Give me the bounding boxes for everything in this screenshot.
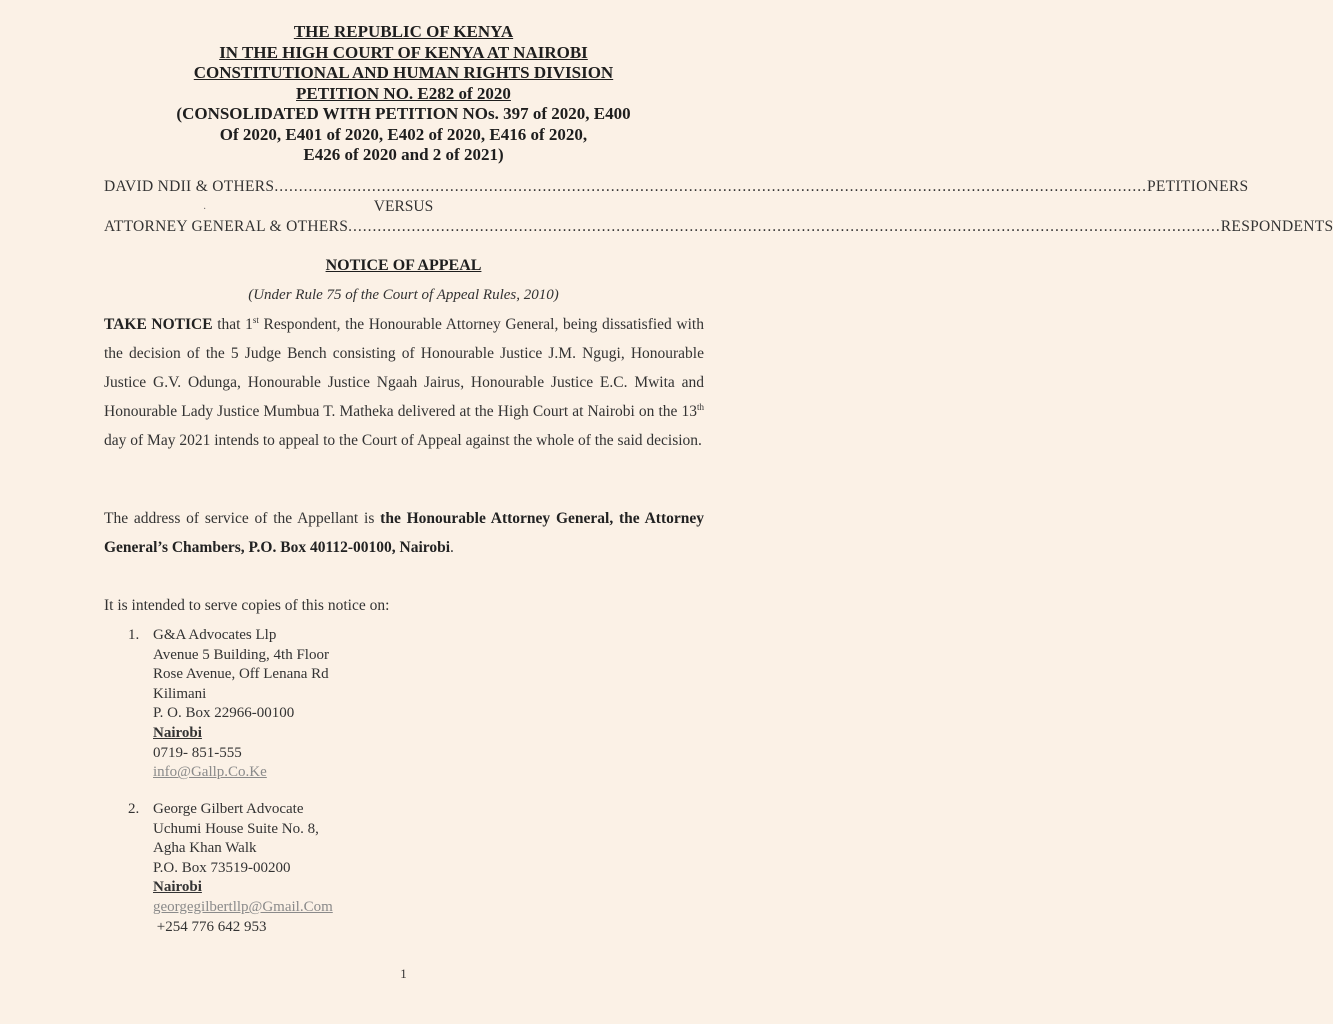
versus-label: VERSUS — [373, 198, 434, 215]
recipient-number: 2. — [128, 801, 140, 817]
heading-line-republic: THE REPUBLIC OF KENYA — [293, 22, 514, 41]
recipient-line: George Gilbert Advocate — [153, 801, 304, 817]
heading-line-consolidated-2: Of 2020, E401 of 2020, E402 of 2020, E416 of 2020, — [219, 124, 588, 144]
paragraph-text: Respondent, the Honourable Attorney General, being dissatisfied with the decision of the 5 Judge Bench consisting of Honourable Justice J.M. Ngugi, Honourable Justice G.V. Odunga, Honourable Justice Ngaah Jairus, Honourable Justice E.C. Mwita and Honourable Lady Justice Mumbua T. Matheka delivered at the High Court at Nairobi on the 13 — [104, 316, 704, 420]
service-intro: It is intended to serve copies of this notice on: — [104, 597, 390, 614]
recipient-line: Rose Avenue, Off Lenana Rd — [153, 666, 329, 683]
ordinal-suffix: th — [696, 401, 704, 412]
recipient-phone: 0719- 851-555 — [153, 744, 242, 761]
recipient-line: P.O. Box 73519-00200 — [153, 859, 291, 876]
heading-line-court: IN THE HIGH COURT OF KENYA AT NAIROBI — [219, 42, 588, 62]
paragraph-text: that 1 — [212, 316, 253, 333]
recipient-email-link[interactable]: georgegilbertllp@Gmail.Com — [153, 898, 333, 915]
recipient-email-link[interactable]: info@Gallp.Co.Ke — [153, 764, 267, 781]
heading-line-consolidated-3: E426 of 2020 and 2 of 2021) — [303, 145, 504, 164]
stray-mark: · — [203, 204, 207, 215]
recipient-city: Nairobi — [153, 879, 202, 896]
rule-citation: (Under Rule 75 of the Court of Appeal Rules, 2010) — [248, 287, 559, 303]
recipient-line: Uchumi House Suite No. 8, — [153, 820, 319, 837]
case-heading — [0, 22, 807, 166]
notice-title: NOTICE OF APPEAL — [325, 257, 482, 274]
service-address-paragraph — [104, 504, 704, 562]
recipient-line: P. O. Box 22966-00100 — [153, 705, 295, 722]
page-number: 1 — [400, 966, 407, 981]
petitioner-role: PETITIONERS — [1146, 178, 1249, 195]
petitioner-line — [104, 178, 1249, 196]
respondent-line — [104, 218, 1333, 236]
paragraph-text: day of May 2021 intends to appeal to the Court of Appeal against the whole of the said decision. — [104, 432, 702, 449]
heading-line-consolidated-1: (CONSOLIDATED WITH PETITION NOs. 397 of 2020, E400 — [176, 104, 631, 123]
recipient-line: Agha Khan Walk — [153, 840, 257, 857]
respondent-name: ATTORNEY GENERAL & OTHERS — [104, 218, 349, 235]
take-notice-label: TAKE NOTICE — [104, 316, 213, 333]
recipient-line: G&A Advocates Llp — [153, 627, 277, 643]
paragraph-text: The address of service of the Appellant is — [104, 510, 381, 527]
dot-leader: ................................................................................................................................................................................... — [348, 218, 1221, 235]
recipient-number: 1. — [128, 627, 140, 643]
ordinal-suffix: st — [252, 314, 259, 325]
service-address: the Honourable Attorney General, the Attorney General’s Chambers, P.O. Box 40112-00100, Nairobi — [104, 510, 704, 556]
recipient-line: Kilimani — [153, 685, 207, 702]
recipient-line: Avenue 5 Building, 4th Floor — [153, 646, 329, 663]
paragraph-text: . — [450, 539, 454, 556]
take-notice-paragraph — [104, 310, 704, 455]
recipient-phone: +254 776 642 953 — [153, 918, 267, 935]
recipient-city: Nairobi — [153, 724, 202, 741]
dot-leader: ................................................................................................................................................................................... — [274, 178, 1147, 195]
petitioner-name: DAVID NDII & OTHERS — [104, 178, 275, 195]
respondent-role: RESPONDENTS — [1220, 218, 1333, 235]
heading-line-division: CONSTITUTIONAL AND HUMAN RIGHTS DIVISION — [193, 63, 614, 82]
heading-line-petition: PETITION NO. E282 of 2020 — [296, 83, 511, 103]
